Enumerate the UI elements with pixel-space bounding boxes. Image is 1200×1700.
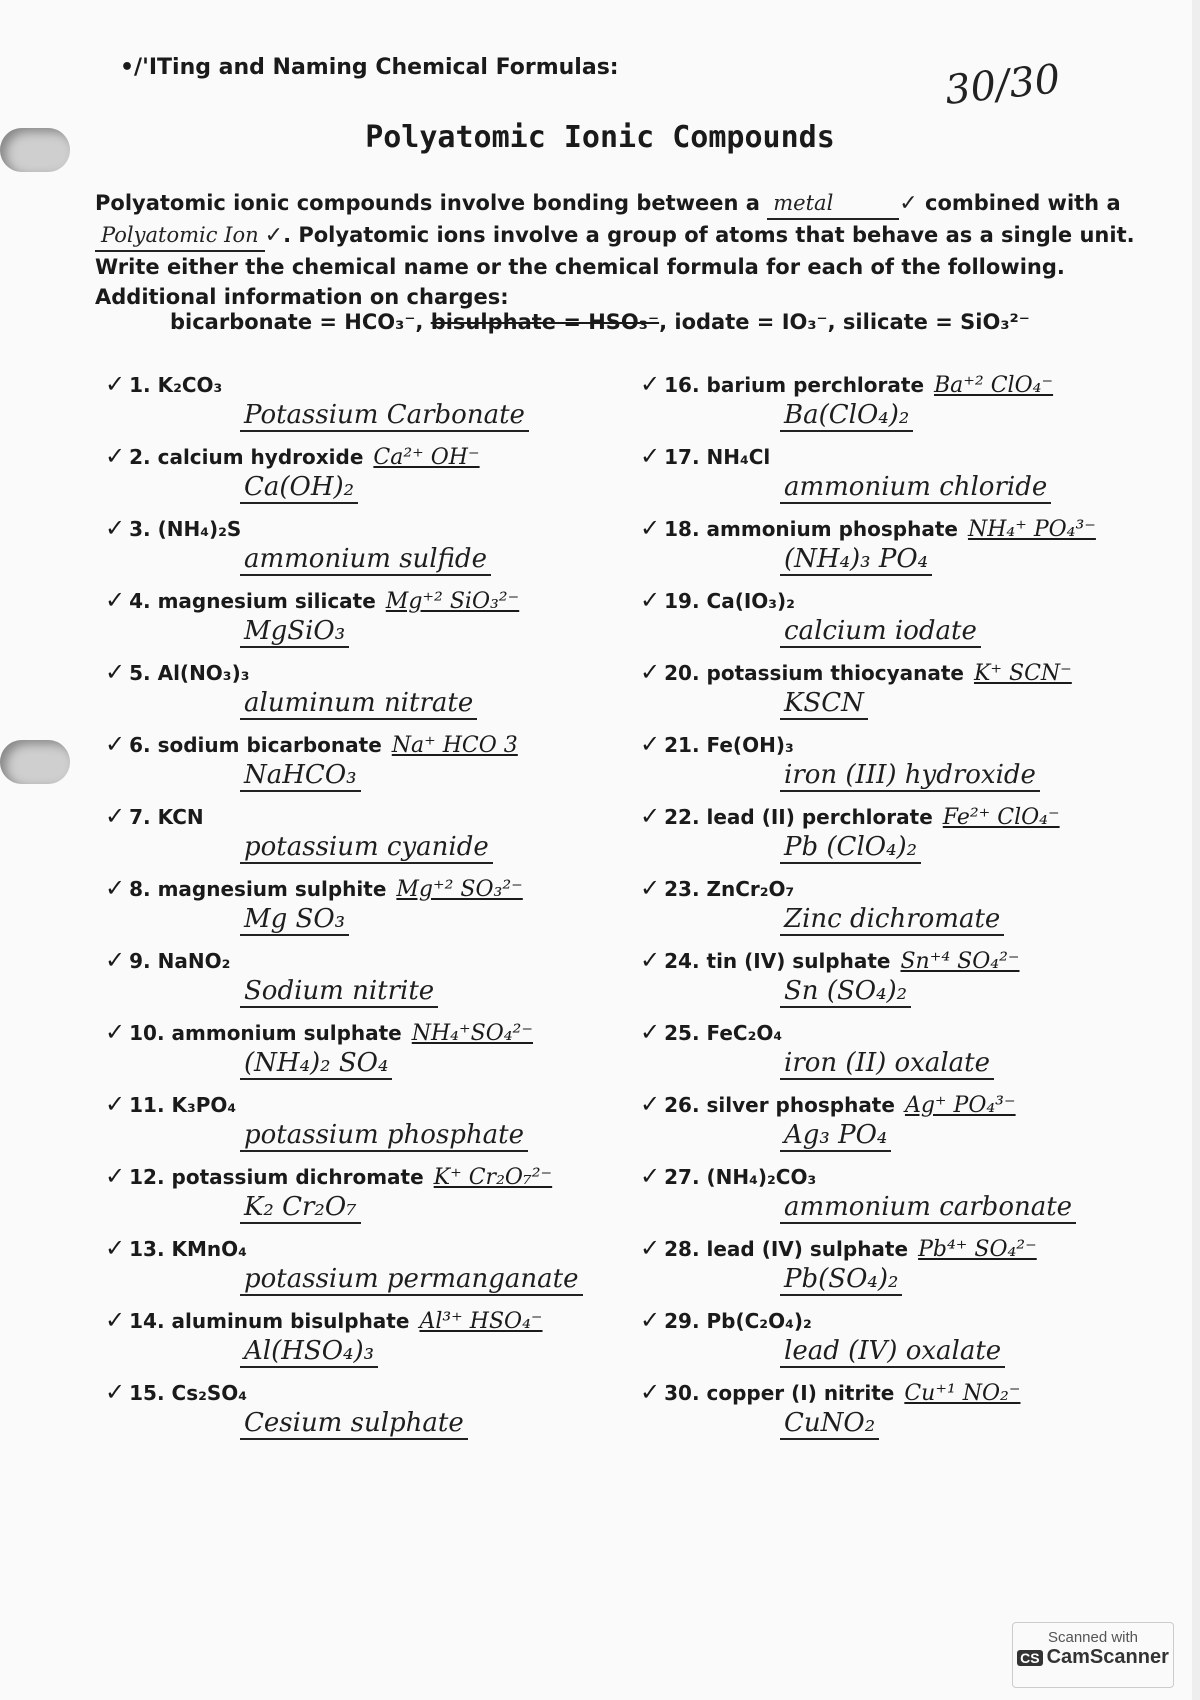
question-prompt: copper (I) nitrite [706, 1381, 895, 1405]
question-prompt: ammonium sulphate [171, 1021, 402, 1045]
check-mark: ✓ [105, 1234, 126, 1262]
check-mark: ✓ [899, 191, 918, 216]
question-prompt: potassium thiocyanate [706, 661, 964, 685]
question-prompt: (NH₄)₂CO₃ [706, 1165, 817, 1189]
check-mark: ✓ [640, 586, 661, 614]
answer-blank-polyatomic: Polyatomic Ion [95, 220, 265, 252]
check-mark: ✓ [640, 658, 661, 686]
handwritten-answer: potassium phosphate [240, 1120, 528, 1152]
handwritten-answer: Pb (ClO₄)₂ [780, 832, 921, 864]
check-mark: ✓ [640, 1090, 661, 1118]
question-15 [105, 1378, 247, 1406]
question-1 [105, 370, 222, 398]
handwritten-answer: iron (III) hydroxide [780, 760, 1040, 792]
check-mark: ✓ [105, 1378, 126, 1406]
question-3 [105, 514, 241, 542]
handwritten-answer: Sn (SO₄)₂ [780, 976, 911, 1008]
charges-line [170, 310, 1030, 334]
handwritten-answer: aluminum nitrate [240, 688, 477, 720]
check-mark: ✓ [105, 1018, 126, 1046]
question-number: 3. [129, 517, 158, 541]
check-mark: ✓ [264, 223, 284, 248]
question-19 [640, 586, 795, 614]
question-27 [640, 1162, 816, 1190]
check-mark: ✓ [640, 370, 661, 398]
question-prompt: FeC₂O₄ [706, 1021, 783, 1045]
check-mark: ✓ [105, 730, 126, 758]
question-number: 21. [664, 733, 707, 757]
question-number: 25. [664, 1021, 707, 1045]
question-prompt: KCN [157, 805, 204, 829]
question-20 [640, 658, 1072, 686]
check-mark: ✓ [105, 1162, 126, 1190]
question-12 [105, 1162, 552, 1190]
question-number: 12. [129, 1165, 172, 1189]
watermark-line2: CamScanner [1046, 1646, 1169, 1668]
question-number: 16. [664, 373, 707, 397]
question-26 [640, 1090, 1016, 1118]
handwritten-answer: Ba(ClO₄)₂ [780, 400, 913, 432]
handwritten-answer: (NH₄)₃ PO₄ [780, 544, 932, 576]
handwritten-answer: NaHCO₃ [240, 760, 361, 792]
intro-paragraph [95, 188, 1135, 312]
question-prompt: lead (IV) sulphate [706, 1237, 909, 1261]
handwritten-answer: potassium cyanide [240, 832, 493, 864]
watermark-line1: Scanned with [1047, 1629, 1139, 1646]
question-prompt: K₃PO₄ [171, 1093, 237, 1117]
question-prompt: magnesium silicate [157, 589, 376, 613]
check-mark: ✓ [105, 874, 126, 902]
question-22 [640, 802, 1060, 830]
question-number: 8. [129, 877, 158, 901]
question-number: 10. [129, 1021, 172, 1045]
question-25 [640, 1018, 782, 1046]
ion-charges: NH₄⁺SO₄²⁻ [411, 1021, 533, 1046]
check-mark: ✓ [105, 1306, 126, 1334]
question-number: 6. [129, 733, 158, 757]
charge-bisulphate-struck: bisulphate = HSO₃⁻ [430, 310, 660, 334]
intro-text: . Polyatomic ions involve a group of atoms that behave as a single unit. [283, 223, 1135, 247]
question-23 [640, 874, 794, 902]
ion-charges: Mg⁺² SiO₃²⁻ [385, 589, 520, 614]
handwritten-answer: Pb(SO₄)₂ [780, 1264, 902, 1296]
question-prompt: Fe(OH)₃ [706, 733, 794, 757]
handwritten-answer: MgSiO₃ [240, 616, 349, 648]
handwritten-answer: ammonium chloride [780, 472, 1051, 504]
check-mark: ✓ [640, 946, 661, 974]
question-7 [105, 802, 204, 830]
question-21 [640, 730, 794, 758]
question-prompt: NH₄Cl [706, 445, 771, 469]
question-prompt: magnesium sulphite [157, 877, 387, 901]
question-8 [105, 874, 523, 902]
intro-text: Polyatomic ionic compounds involve bonding between a [95, 191, 760, 215]
camscanner-logo: CS [1017, 1650, 1042, 1666]
check-mark: ✓ [640, 1162, 661, 1190]
check-mark: ✓ [105, 370, 126, 398]
question-11 [105, 1090, 236, 1118]
question-prompt: Ca(IO₃)₂ [706, 589, 795, 613]
question-9 [105, 946, 230, 974]
question-prompt: lead (II) perchlorate [706, 805, 933, 829]
question-number: 2. [129, 445, 158, 469]
handwritten-answer: Sodium nitrite [240, 976, 438, 1008]
question-2 [105, 442, 480, 470]
check-mark: ✓ [105, 586, 126, 614]
handwritten-answer: Potassium Carbonate [240, 400, 529, 432]
question-18 [640, 514, 1096, 542]
handwritten-answer: ammonium sulfide [240, 544, 491, 576]
question-number: 22. [664, 805, 707, 829]
check-mark: ✓ [640, 874, 661, 902]
question-number: 27. [664, 1165, 707, 1189]
question-16 [640, 370, 1053, 398]
check-mark: ✓ [105, 802, 126, 830]
question-prompt: calcium hydroxide [157, 445, 364, 469]
question-13 [105, 1234, 247, 1262]
handwritten-answer: calcium iodate [780, 616, 981, 648]
check-mark: ✓ [640, 1306, 661, 1334]
handwritten-answer: Mg SO₃ [240, 904, 349, 936]
worksheet-header: •/'ITing and Naming Chemical Formulas: [120, 55, 619, 80]
binder-hole [0, 740, 70, 784]
question-24 [640, 946, 1020, 974]
ion-charges: Fe²⁺ ClO₄⁻ [942, 805, 1060, 830]
instructions: Write either the chemical name or the chemical formula for each of the following. [95, 255, 1065, 279]
handwritten-answer: lead (IV) oxalate [780, 1336, 1005, 1368]
check-mark: ✓ [105, 946, 126, 974]
question-number: 5. [129, 661, 158, 685]
ion-charges: Ba⁺² ClO₄⁻ [934, 373, 1054, 398]
check-mark: ✓ [640, 442, 661, 470]
handwritten-answer: ammonium carbonate [780, 1192, 1076, 1224]
question-prompt: KMnO₄ [171, 1237, 247, 1261]
ion-charges: Al³⁺ HSO₄⁻ [419, 1309, 543, 1334]
question-prompt: (NH₄)₂S [157, 517, 242, 541]
question-number: 4. [129, 589, 158, 613]
score: 30/30 [942, 56, 1063, 114]
handwritten-answer: K₂ Cr₂O₇ [240, 1192, 361, 1224]
ion-charges: Na⁺ HCO 3 [391, 733, 518, 758]
question-number: 13. [129, 1237, 172, 1261]
handwritten-answer: Zinc dichromate [780, 904, 1004, 936]
question-number: 18. [664, 517, 707, 541]
question-prompt: potassium dichromate [171, 1165, 424, 1189]
question-number: 28. [664, 1237, 707, 1261]
handwritten-answer: CuNO₂ [780, 1408, 879, 1440]
question-prompt: Cs₂SO₄ [171, 1381, 248, 1405]
question-number: 24. [664, 949, 707, 973]
question-number: 29. [664, 1309, 707, 1333]
question-prompt: sodium bicarbonate [157, 733, 382, 757]
question-number: 20. [664, 661, 707, 685]
check-mark: ✓ [105, 1090, 126, 1118]
question-6 [105, 730, 518, 758]
handwritten-answer: potassium permanganate [240, 1264, 583, 1296]
handwritten-answer: Al(HSO₄)₃ [240, 1336, 378, 1368]
question-number: 9. [129, 949, 158, 973]
charges-heading: Additional information on charges: [95, 285, 509, 309]
question-number: 15. [129, 1381, 172, 1405]
intro-text: combined with a [925, 191, 1121, 215]
check-mark: ✓ [640, 730, 661, 758]
check-mark: ✓ [105, 442, 126, 470]
question-number: 14. [129, 1309, 172, 1333]
check-mark: ✓ [105, 514, 126, 542]
question-28 [640, 1234, 1037, 1262]
question-prompt: Pb(C₂O₄)₂ [706, 1309, 812, 1333]
ion-charges: Ag⁺ PO₄³⁻ [904, 1093, 1016, 1118]
question-5 [105, 658, 249, 686]
handwritten-answer: Ag₃ PO₄ [780, 1120, 891, 1152]
question-14 [105, 1306, 543, 1334]
answer-blank-metal: metal [767, 188, 899, 220]
question-number: 11. [129, 1093, 172, 1117]
page-title: Polyatomic Ionic Compounds [365, 120, 835, 155]
question-number: 7. [129, 805, 158, 829]
question-prompt: silver phosphate [706, 1093, 895, 1117]
question-29 [640, 1306, 812, 1334]
question-prompt: aluminum bisulphate [171, 1309, 410, 1333]
question-prompt: K₂CO₃ [157, 373, 223, 397]
question-prompt: NaNO₂ [157, 949, 231, 973]
question-number: 17. [664, 445, 707, 469]
question-prompt: ZnCr₂O₇ [706, 877, 795, 901]
question-prompt: tin (IV) sulphate [706, 949, 891, 973]
question-10 [105, 1018, 533, 1046]
ion-charges: K⁺ SCN⁻ [973, 661, 1072, 686]
check-mark: ✓ [640, 1378, 661, 1406]
question-number: 26. [664, 1093, 707, 1117]
ion-charges: Cu⁺¹ NO₂⁻ [904, 1381, 1021, 1406]
ion-charges: Pb⁴⁺ SO₄²⁻ [918, 1237, 1037, 1262]
ion-charges: K⁺ Cr₂O₇²⁻ [433, 1165, 553, 1190]
question-17 [640, 442, 770, 470]
handwritten-answer: Ca(OH)₂ [240, 472, 358, 504]
ion-charges: Sn⁺⁴ SO₄²⁻ [900, 949, 1020, 974]
question-prompt: barium perchlorate [706, 373, 925, 397]
scan-edge [1192, 0, 1200, 1700]
charge-others: , iodate = IO₃⁻, silicate = SiO₃²⁻ [659, 310, 1030, 334]
ion-charges: Mg⁺² SO₃²⁻ [396, 877, 523, 902]
handwritten-answer: KSCN [780, 688, 868, 720]
check-mark: ✓ [640, 1018, 661, 1046]
handwritten-answer: (NH₄)₂ SO₄ [240, 1048, 392, 1080]
ion-charges: Ca²⁺ OH⁻ [373, 445, 480, 470]
question-4 [105, 586, 519, 614]
handwritten-answer: Cesium sulphate [240, 1408, 468, 1440]
check-mark: ✓ [640, 514, 661, 542]
question-30 [640, 1378, 1020, 1406]
check-mark: ✓ [105, 658, 126, 686]
camscanner-watermark [1012, 1622, 1174, 1688]
question-prompt: Al(NO₃)₃ [157, 661, 250, 685]
charge-bicarbonate: bicarbonate = HCO₃⁻, [170, 310, 424, 334]
question-number: 1. [129, 373, 158, 397]
question-number: 23. [664, 877, 707, 901]
question-number: 19. [664, 589, 707, 613]
question-number: 30. [664, 1381, 707, 1405]
question-prompt: ammonium phosphate [706, 517, 958, 541]
check-mark: ✓ [640, 1234, 661, 1262]
ion-charges: NH₄⁺ PO₄³⁻ [967, 517, 1096, 542]
check-mark: ✓ [640, 802, 661, 830]
handwritten-answer: iron (II) oxalate [780, 1048, 994, 1080]
